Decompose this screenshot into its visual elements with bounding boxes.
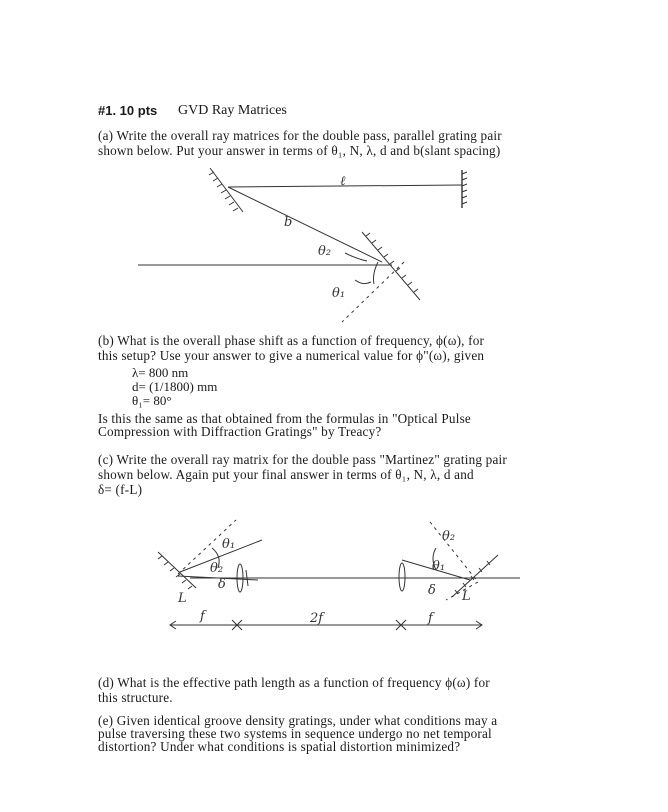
part-c-line: shown below. Again put your final answer in terms of θ₁, N, λ, d and [98,467,474,482]
part-e-text [98,714,497,753]
label-b: b [284,215,293,230]
part-d-line: this structure. [98,690,173,705]
part-c-text [98,452,507,497]
label-delta-left: δ [218,577,226,592]
label-theta2-left: θ₂ [210,561,224,576]
part-b-tail [98,412,471,438]
part-c-line: (c) Write the overall ray matrix for the double pass "Martinez" grating pair [98,452,507,467]
part-b-text [98,333,484,363]
problem-title: GVD Ray Matrices [178,103,287,118]
part-b-tail-line: Compression with Diffraction Gratings" by Treacy? [98,424,382,439]
part-a-line: shown below. Put your answer in terms of θ₁, N, λ, d and b(slant spacing) [98,143,501,158]
label-l: ℓ [340,174,346,189]
problem-number: #1. 10 pts [98,103,158,118]
left-grating-hatch [158,556,192,589]
label-theta1: θ₁ [332,286,346,301]
label-2f: 2f [310,611,324,626]
label-theta1-left: θ₁ [222,537,236,552]
part-a-line: (a) Write the overall ray matrices for the double pass, parallel grating pair [98,128,502,143]
givens [132,366,217,408]
mirror-hatch [462,172,467,204]
part-d-text [98,675,490,705]
part-b-tail-line: Is this the same as that obtained from the formulas in "Optical Pulse [98,411,471,426]
left-grating [158,552,196,588]
part-b-line: this setup? Use your answer to give a numerical value for ϕ"(ω), given [98,348,485,363]
label-theta1-right: θ₁ [432,559,446,574]
part-b-line: (b) What is the overall phase shift as a function of frequency, ϕ(ω), for [98,333,485,348]
right-lens [399,563,405,591]
part-e-line: distortion? Under what conditions is spatial distortion minimized? [98,739,461,754]
beam-slant [228,187,382,262]
label-L-left: L [178,591,187,606]
label-theta2-right: θ₂ [442,529,456,544]
right-grating [452,555,498,597]
part-e-line: (e) Given identical groove density gratings, under what conditions may a [98,713,498,728]
part-d-line: (d) What is the effective path length as a function of frequency ϕ(ω) for [98,675,490,690]
top-grating-hatch [209,172,238,211]
bottom-grating [362,232,420,300]
label-f-right: f [428,611,433,626]
part-c-line: δ= (f-L) [98,482,143,497]
given-wavelength: λ= 800 nm [132,365,189,380]
theta2-arc [345,253,367,261]
given-d: d= (1/1800) mm [132,379,218,394]
theta1-arc2 [355,280,371,284]
label-delta-right: δ [428,583,436,598]
top-grating [210,168,243,212]
given-theta: θ₁= 80° [132,393,172,408]
label-L-right: L [462,589,471,604]
label-f-left: f [200,609,205,624]
label-theta2: θ₂ [318,244,332,259]
part-e-line: pulse traversing these two systems in sequence undergo no net temporal [98,726,492,741]
